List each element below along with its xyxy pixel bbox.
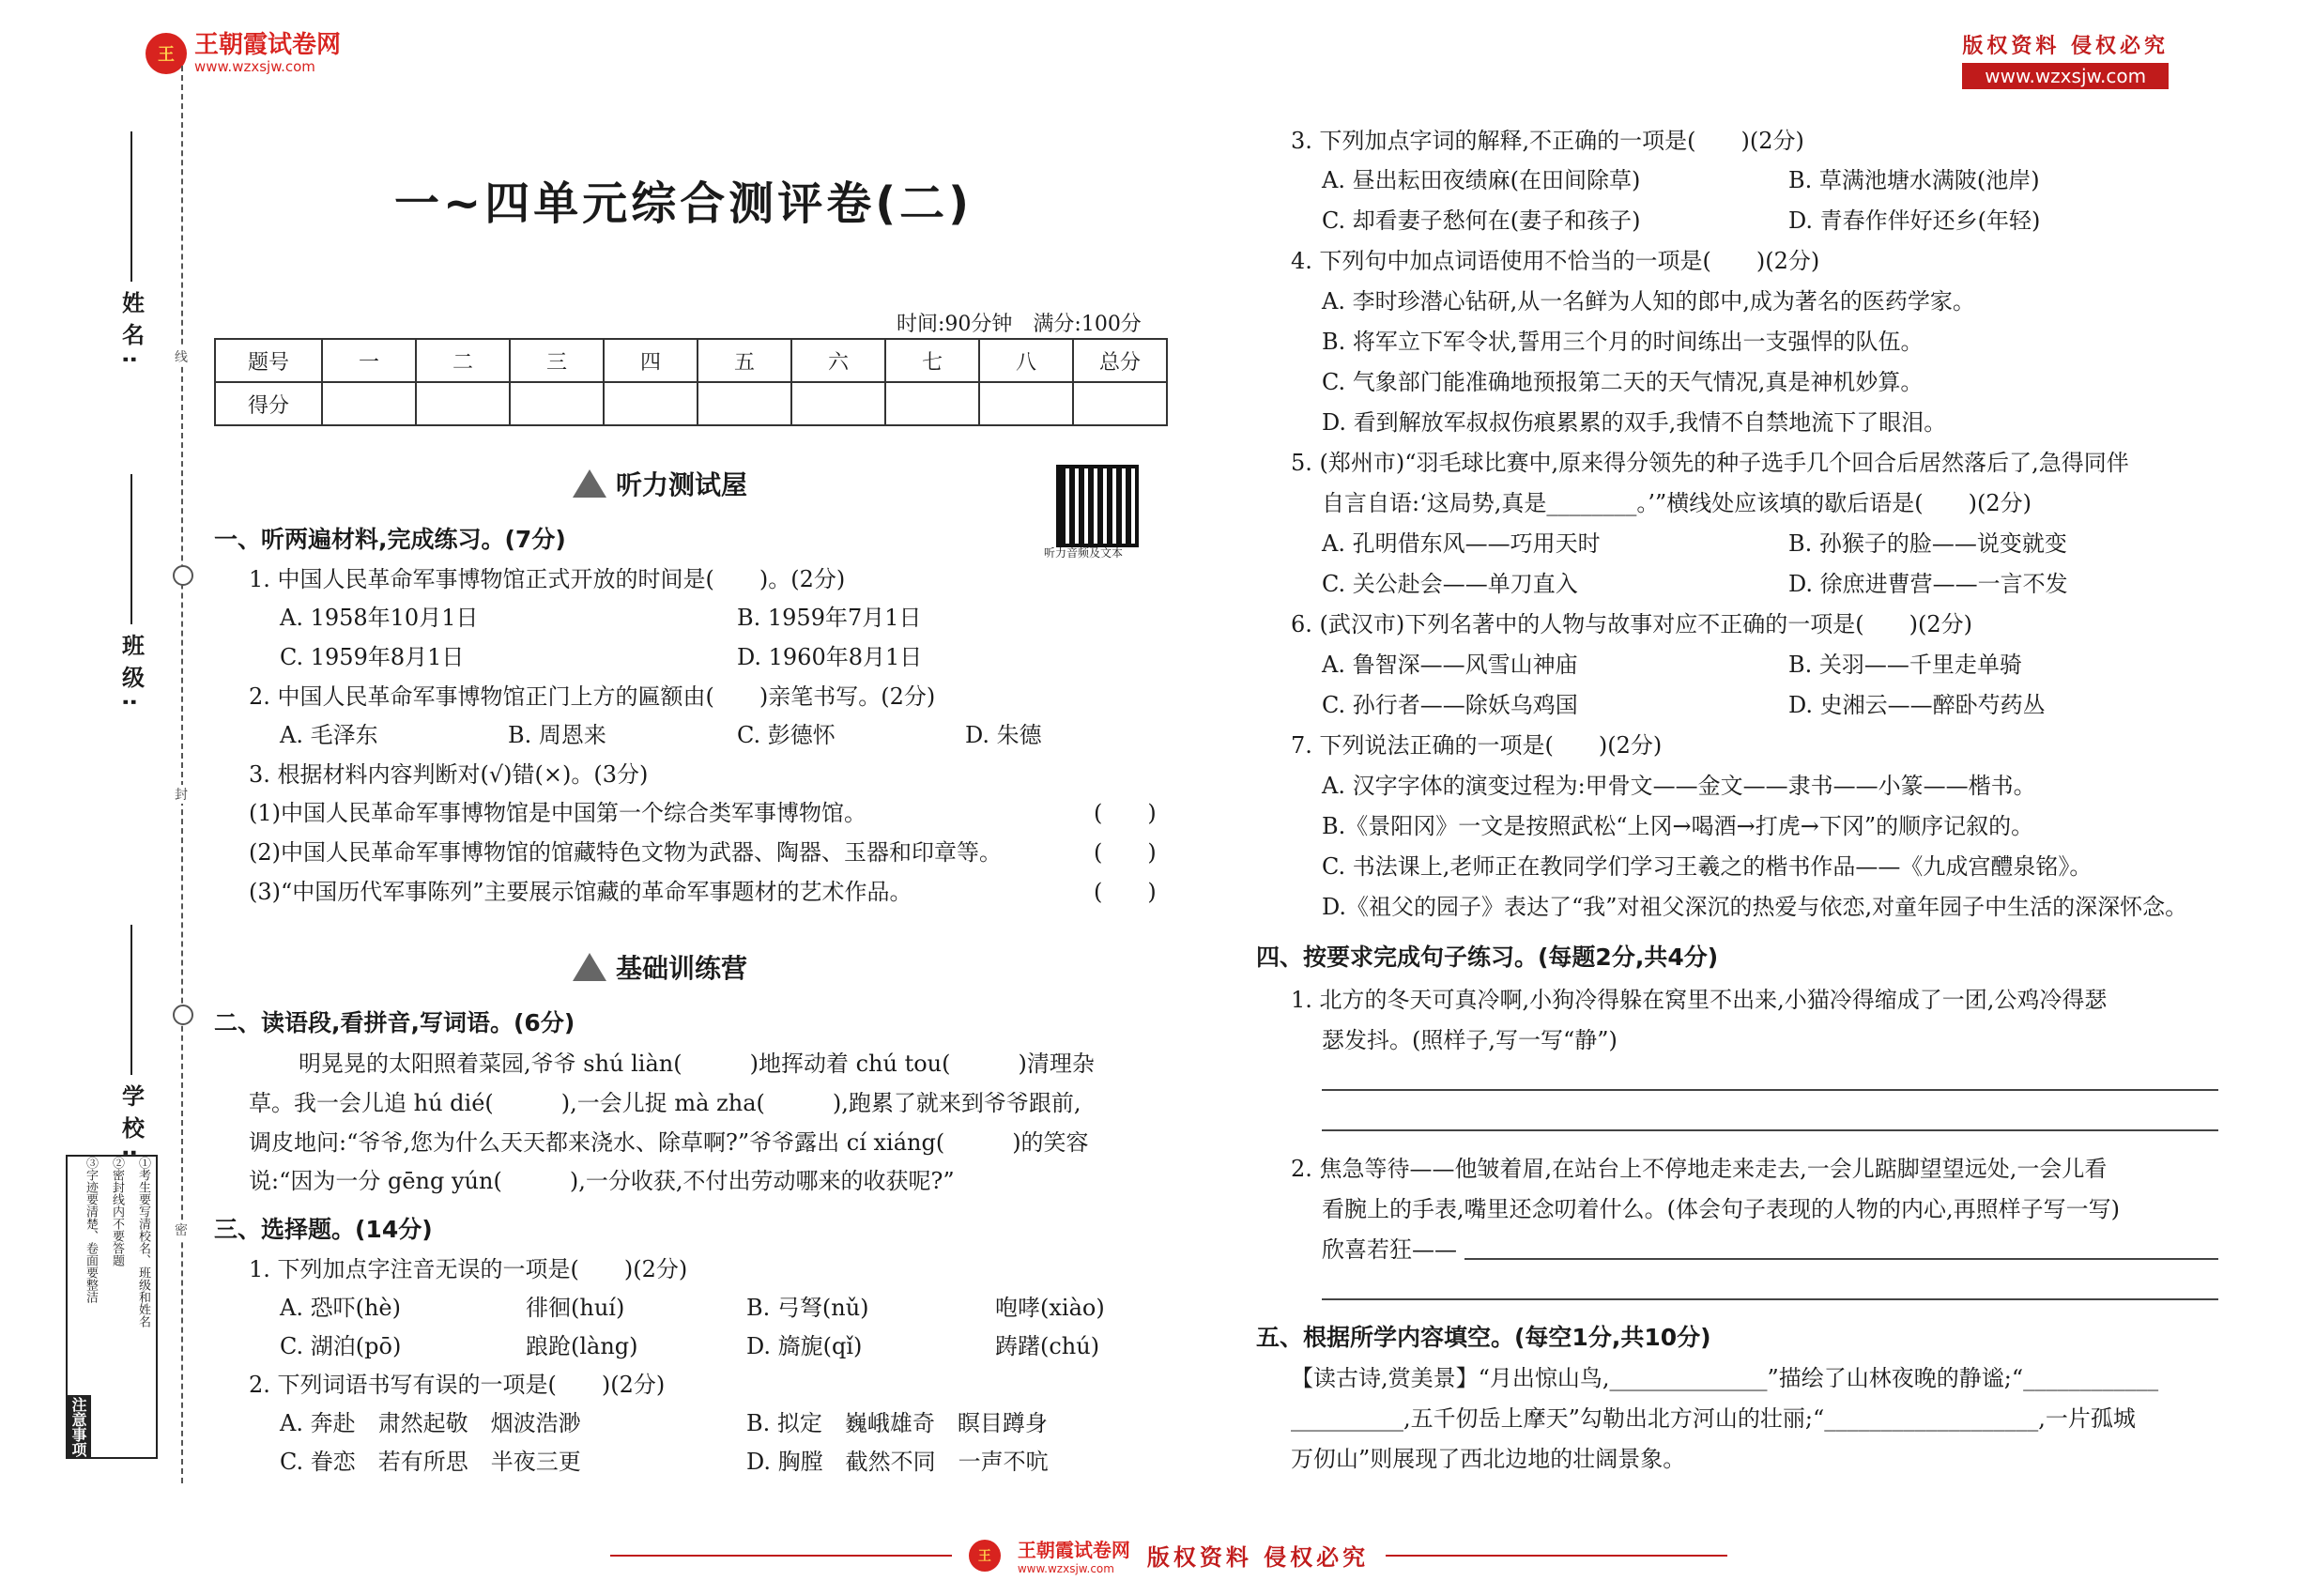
option[interactable]: B. 周恩来 xyxy=(508,722,606,748)
answer-paren[interactable]: ( ) xyxy=(1094,839,1157,866)
name-label: 姓名: xyxy=(117,291,145,374)
question-cont: 瑟发抖。(照样子,写一写“静”) xyxy=(1322,1027,1618,1053)
notice-head: 注意事项 xyxy=(66,1395,91,1459)
fill-line[interactable]: __________,五千仞岳上摩天”勾勒出北方河山的壮丽;“___________________,一片孤城 xyxy=(1291,1405,2136,1432)
score-header-cell: 四 xyxy=(604,339,698,382)
passage-line: 说:“因为一分 gēng yún( ),一分收获,不付出劳动哪来的收获呢?” xyxy=(249,1168,955,1194)
question: 1. 北方的冬天可真冷啊,小狗冷得躲在窝里不出来,小猫冷得缩成了一团,公鸡冷得瑟 xyxy=(1291,987,2108,1013)
option[interactable]: B.《景阳冈》一文是按照武松“上冈→喝酒→打虎→下冈”的顺序记叙的。 xyxy=(1322,813,2034,839)
question: 4. 下列句中加点词语使用不恰当的一项是( )(2分) xyxy=(1291,248,1820,274)
question: 6. (武汉市)下列名著中的人物与故事对应不正确的一项是( )(2分) xyxy=(1291,611,1972,637)
page-title: 一~四单元综合测评卷(二) xyxy=(394,177,974,230)
bind-char-feng: 封 xyxy=(171,785,192,804)
time-info: 时间:90分钟 满分:100分 xyxy=(897,313,1142,336)
score-header-cell: 五 xyxy=(698,339,791,382)
judge-item: (2)中国人民革命军事博物馆的馆藏特色文物为武器、陶器、玉器和印章等。 xyxy=(249,839,1002,866)
fill-line[interactable]: 【读古诗,赏美景】“月出惊山鸟,______________”描绘了山林夜晚的静谧;“____________ xyxy=(1291,1365,2159,1391)
qr-code-icon[interactable] xyxy=(1056,465,1139,547)
option[interactable]: C. 关公赴会——单刀直入 xyxy=(1322,571,1578,597)
option[interactable]: D.《祖父的园子》表达了“我”对祖父深沉的热爱与依恋,对童年园子中生活的深深怀念。 xyxy=(1322,894,2188,920)
question-cont: 自言自语:‘这局势,真是________。’”横线处应该填的歇后语是( )(2分) xyxy=(1322,490,2032,516)
answer-paren[interactable]: ( ) xyxy=(1094,879,1157,905)
score-header-cell: 二 xyxy=(416,339,510,382)
option[interactable]: C. 孙行者——除妖乌鸡国 xyxy=(1322,692,1578,718)
option[interactable]: B. 孙猴子的脸——说变就变 xyxy=(1788,530,2067,557)
answer-paren[interactable]: ( ) xyxy=(1094,800,1157,826)
score-row-label: 得分 xyxy=(215,382,322,425)
option[interactable]: A. 恐吓(hè) xyxy=(280,1295,401,1321)
option[interactable]: A. 毛泽东 xyxy=(280,722,378,748)
option[interactable]: D. 看到解放军叔叔伤痕累累的双手,我情不自禁地流下了眼泪。 xyxy=(1322,409,1947,436)
school-field[interactable] xyxy=(113,925,150,1167)
question: 1. 下列加点字注音无误的一项是( )(2分) xyxy=(249,1256,688,1282)
score-header-cell: 六 xyxy=(791,339,885,382)
option[interactable]: B. 拟定 巍峨雄奇 瞑目蹲身 xyxy=(746,1410,1048,1436)
section-banner-listening xyxy=(573,465,747,502)
copyright-text: 版权资料 侵权必究 xyxy=(1962,34,2169,58)
answer-line[interactable] xyxy=(1322,1129,2218,1131)
option[interactable]: C. 彭德怀 xyxy=(737,722,836,748)
logo-name: 王朝霞试卷网 xyxy=(194,31,342,59)
option[interactable]: B. 关羽——千里走单骑 xyxy=(1788,652,2022,678)
score-cell[interactable] xyxy=(885,382,979,425)
option[interactable]: C. 却看妻子愁何在(妻子和孩子) xyxy=(1322,207,1641,234)
score-header-cell: 八 xyxy=(979,339,1073,382)
score-header-cell: 一 xyxy=(322,339,416,382)
footer-logo-icon: 王 xyxy=(969,1540,1001,1572)
score-header-cell: 题号 xyxy=(215,339,322,382)
notice-item: ③字迹要清楚、卷面要整洁 xyxy=(84,1157,98,1303)
sailboat-icon xyxy=(573,953,606,981)
question-heading: 三、选择题。(14分) xyxy=(214,1216,433,1243)
section-title: 听力测试屋 xyxy=(616,469,748,500)
option[interactable]: A. 李时珍潜心钻研,从一名鲜为人知的郎中,成为著名的医药学家。 xyxy=(1322,288,1975,315)
option[interactable]: D. 1960年8月1日 xyxy=(737,644,923,670)
question-heading: 二、读语段,看拼音,写词语。(6分) xyxy=(214,1009,575,1036)
question: 3. 根据材料内容判断对(√)错(×)。(3分) xyxy=(249,761,649,788)
option[interactable]: A. 鲁智深——风雪山神庙 xyxy=(1322,652,1578,678)
option[interactable]: A. 1958年10月1日 xyxy=(280,605,479,631)
question-heading: 四、按要求完成句子练习。(每题2分,共4分) xyxy=(1256,944,1719,971)
question: 1. 中国人民革命军事博物馆正式开放的时间是( )。(2分) xyxy=(249,566,846,592)
answer-line[interactable] xyxy=(1322,1089,2218,1091)
score-header-cell: 七 xyxy=(885,339,979,382)
option[interactable]: B. 1959年7月1日 xyxy=(737,605,922,631)
bind-hole-icon xyxy=(173,1005,193,1025)
score-cell[interactable] xyxy=(510,382,604,425)
passage-line: 草。我一会儿追 hú dié( ),一会儿捉 mà zha( ),跑累了就来到爷爷跟前, xyxy=(249,1090,1081,1116)
passage-line: 调皮地问:“爷爷,您为什么天天都来浇水、除草啊?”爷爷露出 cí xiáng( )的笑容 xyxy=(249,1129,1089,1156)
option[interactable]: C. 1959年8月1日 xyxy=(280,644,465,670)
question-heading: 一、听两遍材料,完成练习。(7分) xyxy=(214,526,566,553)
option[interactable]: C. 湖泊(pō) xyxy=(280,1333,402,1359)
notice-item: ①考生要写清校名、班级和姓名 xyxy=(136,1157,150,1327)
bind-char-mi: 密 xyxy=(171,1220,192,1239)
binding-line xyxy=(181,66,183,1483)
score-cell[interactable] xyxy=(322,382,416,425)
option: 咆哮(xiào) xyxy=(995,1295,1105,1321)
option[interactable]: A. 孔明借东风——巧用天时 xyxy=(1322,530,1601,557)
logo-emblem-icon: 王 xyxy=(146,33,187,74)
option[interactable]: A. 奔赴 肃然起敬 烟波浩渺 xyxy=(280,1410,581,1436)
answer-line[interactable] xyxy=(1322,1298,2218,1300)
school-label: 学校: xyxy=(117,1084,145,1167)
copyright-badge xyxy=(1962,30,2169,89)
score-cell[interactable] xyxy=(416,382,510,425)
question: 7. 下列说法正确的一项是( )(2分) xyxy=(1291,732,1663,759)
option[interactable]: D. 史湘云——醉卧芍药丛 xyxy=(1788,692,2046,718)
option[interactable]: D. 旖旎(qǐ) xyxy=(746,1333,863,1359)
passage-line: 明晃晃的太阳照着菜园,爷爷 shú liàn( )地挥动着 chú tou( )清理杂 xyxy=(299,1051,1095,1077)
option[interactable]: A. 汉字字体的演变过程为:甲骨文——金文——隶书——小篆——楷书。 xyxy=(1322,773,2036,799)
question: 5. (郑州市)“羽毛球比赛中,原来得分领先的种子选手几个回合后居然落后了,急得同伴 xyxy=(1291,450,2129,476)
score-header-cell: 三 xyxy=(510,339,604,382)
answer-line[interactable] xyxy=(1464,1258,2218,1260)
fill-line: 万仞山”则展现了西北边地的壮阔景象。 xyxy=(1291,1446,1686,1472)
option: 徘徊(huí) xyxy=(526,1295,625,1321)
footer-copyright: 版权资料 侵权必究 xyxy=(1146,1543,1370,1571)
option[interactable]: C. 气象部门能准确地预报第二天的天气情况,真是神机妙算。 xyxy=(1322,369,1924,395)
notice-box xyxy=(66,1155,158,1459)
option[interactable]: A. 昼出耘田夜绩麻(在田间除草) xyxy=(1322,167,1641,193)
question: 2. 中国人民革命军事博物馆正门上方的匾额由( )亲笔书写。(2分) xyxy=(249,683,936,710)
score-cell[interactable] xyxy=(604,382,698,425)
score-cell[interactable] xyxy=(1073,382,1167,425)
name-field[interactable] xyxy=(113,131,150,374)
score-header-cell: 总分 xyxy=(1073,339,1167,382)
question: 3. 下列加点字词的解释,不正确的一项是( )(2分) xyxy=(1291,128,1804,154)
option[interactable]: C. 眷恋 若有所思 半夜三更 xyxy=(280,1449,581,1475)
bind-char-xian: 线 xyxy=(171,347,192,366)
class-field[interactable] xyxy=(113,474,150,716)
option[interactable]: B. 弓弩(nǔ) xyxy=(746,1295,869,1321)
question: 2. 下列词语书写有误的一项是( )(2分) xyxy=(249,1372,666,1398)
option[interactable]: B. 草满池塘水满陂(池岸) xyxy=(1788,167,2040,193)
answer-prefix: 欣喜若狂—— xyxy=(1322,1236,1457,1263)
footer-logo: 王朝霞试卷网 xyxy=(1017,1539,1130,1561)
notice-item: ②密封线内不要答题 xyxy=(110,1157,124,1266)
class-label: 班级: xyxy=(117,634,145,716)
option[interactable]: C. 书法课上,老师正在教同学们学习王羲之的楷书作品——《九成宫醴泉铭》。 xyxy=(1322,853,2093,880)
question-cont: 看腕上的手表,嘴里还念叨着什么。(体会句子表现的人物的内心,再照样子写一写) xyxy=(1322,1196,2120,1222)
section-banner-basic xyxy=(573,948,747,986)
score-cell[interactable] xyxy=(791,382,885,425)
option[interactable]: D. 朱德 xyxy=(965,722,1042,748)
question-heading: 五、根据所学内容填空。(每空1分,共10分) xyxy=(1256,1324,1711,1351)
logo-url: www.wzxsjw.com xyxy=(194,58,315,75)
option[interactable]: D. 徐庶进曹营——一言不发 xyxy=(1788,571,2068,597)
question: 2. 焦急等待——他皱着眉,在站台上不停地走来走去,一会儿踮脚望望远处,一会儿看 xyxy=(1291,1156,2108,1182)
section-title: 基础训练营 xyxy=(616,953,748,984)
option: 踉跄(làng) xyxy=(526,1333,638,1359)
footer-url: www.wzxsjw.com xyxy=(1017,1562,1114,1575)
option[interactable]: D. 胸膛 截然不同 一声不吭 xyxy=(746,1449,1049,1475)
score-table xyxy=(214,338,1168,426)
judge-item: (1)中国人民革命军事博物馆是中国第一个综合类军事博物馆。 xyxy=(249,800,866,826)
score-cell[interactable] xyxy=(698,382,791,425)
option[interactable]: D. 青春作伴好还乡(年轻) xyxy=(1788,207,2041,234)
score-cell[interactable] xyxy=(979,382,1073,425)
option[interactable]: B. 将军立下军令状,誓用三个月的时间练出一支强悍的队伍。 xyxy=(1322,329,1924,355)
qr-label: 听力音频及文本 xyxy=(1044,546,1124,560)
option: 踌躇(chú) xyxy=(995,1333,1100,1359)
judge-item: (3)“中国历代军事陈列”主要展示馆藏的革命军事题材的艺术作品。 xyxy=(249,879,912,905)
brand-logo xyxy=(146,32,341,75)
copyright-url: www.wzxsjw.com xyxy=(1962,63,2169,89)
sailboat-icon xyxy=(573,469,606,498)
bind-hole-icon xyxy=(173,565,193,586)
page-footer xyxy=(610,1535,1727,1575)
